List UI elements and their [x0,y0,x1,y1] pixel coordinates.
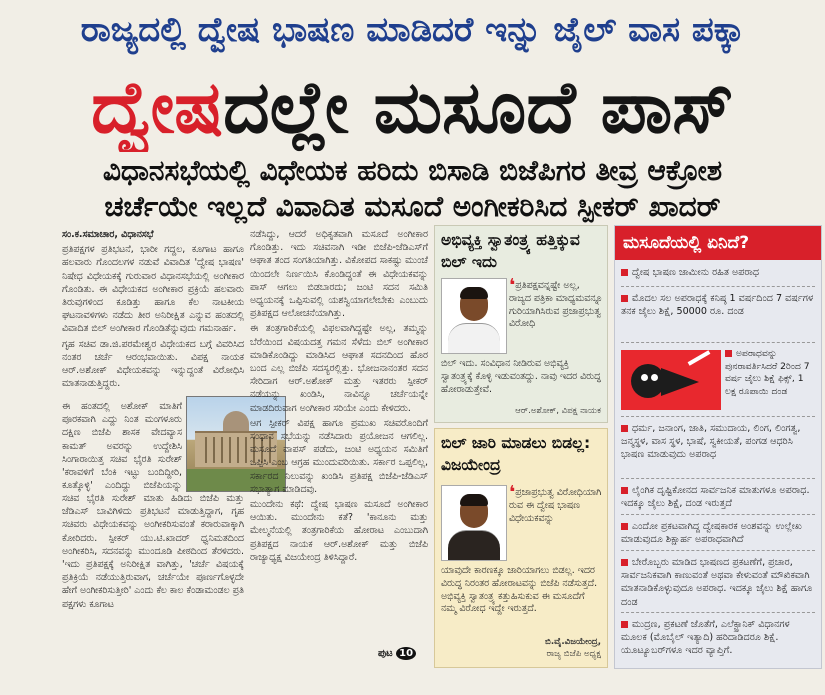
article-column-2 [250,228,428,644]
megaphone-cone-shape [661,368,699,396]
box-title: ಅಭಿವ್ಯಕ್ತಿ ಸ್ವಾತಂತ್ರ್ಯ ಹತ್ತಿಕ್ಕುವ ಬಿಲ್ ಇದು [441,231,580,271]
bullet-square-icon [621,425,628,432]
quote-text-side [509,482,603,525]
page-number-badge: 10 [396,647,416,660]
bullet-square-icon [621,621,628,628]
bill-details-sidebar [614,225,822,669]
bullet-square-icon [621,269,628,276]
sidebar-title: ಮಸೂದೆಯಲ್ಲಿ ಏನಿದೆ? [615,226,821,260]
sidebar-point [621,266,815,279]
bullet-square-icon [621,487,628,494]
article-column-1-top [62,228,244,396]
quote-side-text: ಪ್ರಜಾಪ್ರಭುತ್ವ ವಿರೋಧಿಯಾಗಿ ರುವ ಈ ದ್ವೇಷ ಭಾಷಣ ವಿಧೇಯಕವನ್ನು [509,487,602,524]
box-title: ಬಿಲ್ ಜಾರಿ ಮಾಡಲು ಬಿಡಲ್ಲ: ವಿಜಯೇಂದ್ರ [441,434,591,474]
divider [621,612,815,613]
bullet-square-icon [621,295,628,302]
portrait-vijayendra [441,485,507,561]
headline-red-part: ದ್ವೇಷ [91,65,224,149]
photo-dome-shape [223,411,249,433]
quote-text-side [509,275,603,331]
sidebar-point [725,348,817,398]
portrait-hair [460,494,488,506]
sidebar-point-text: ಬೇರೊಬ್ಬರು ಮಾಡಿದ ಭಾಷಣದ ಪ್ರಕಟಣೆಗೆ, ಪ್ರಚಾರ, ಸಾರ್ವಜನಿಕವಾಗಿ ಕಾಣುವಂತೆ ಅಥವಾ ಕೇಳುವಂತೆ ಮೌಖಿಕವಾಗಿ ಮಾತನಾಡಿಕೊಳ್ಳುವುದೂ ಅಪರಾಧ. ಇದಕ್ಕೂ ಜೈಲು ಶಿಕ್ಷೆ ಹಾಗೂ ದಂಡ [621,557,813,608]
article-paragraph: ಈ ತಂತ್ರಗಾರಿಕೆಯಲ್ಲಿ ವಿಫಲವಾಗಿದ್ದಷ್ಟೇ ಅಲ್ಲ, ತಮ್ಮನ್ನು ಬೆರೆಯಿಂದ ವಿಷಯದತ್ತ ಗಮನ ಸೆಳೆದು ಬಿಲ್ ಅಂಗೀಕಾರ ಮಾಡಿಕೊಂಡಿದ್ದು ಮಾಡಿಸಿದ ಆಘಾತ ಸದನದಿಂದ ಹೊರ ಬಂದ ಎಲ್ಲ ಬಿಜೆಪಿ ಸದಸ್ಯರಲ್ಲಿತ್ತು. ಭೋಜನಾನಂತರ ಸದನ ಸೇರಿದಾಗ ಆರ್.ಅಶೋಕ್ ಮತ್ತು ಇತರರು ಸ್ಪೀಕರ್ ನಡೆಯನ್ನು ಖಂಡಿಸಿ, ನಾವಿನ್ನೂ ಚರ್ಚೆಯನ್ನೇ ಮಾಡದಿರುವಾಗ ಅಂಗೀಕಾರ ಸರಿಯೇ ಎಂದು ಕೇಳಿದರು. [250,323,428,414]
megaphone-eye-shape [641,374,648,381]
article-paragraph: ಈ ಹಂತದಲ್ಲಿ ಅಶೋಕ್ ಮಾತಿಗೆ ಪೂರಕವಾಗಿ ಎದ್ದು ನಿಂತ ಮಂಗಳೂರು ದಕ್ಷಿಣ ಬಿಜೆಪಿ ಶಾಸಕ ವೇದವ್ಯಾಸ ಕಾಮತ್ ಅವರನ್ನು ಉದ್ದೇಶಿಸಿ ಸಿಂಗಾರಾಯಿತ್ತ ಸಚಿವ ಭೈರತಿ ಸುರೇಶ್ 'ಕರಾವಳಿಗೆ ಬೆಂಕಿ ಇಟ್ಟು ಬಂದಿದ್ದೀರಿ, ಕೂತ್ಕೊಳ್ಳಿ' ಎಂದಿದ್ದು ಬಿಜೆಪಿಯನ್ನು [62,401,182,492]
divider [621,514,815,515]
article-column-1-wrap [62,400,182,492]
sidebar-point [621,292,815,318]
sidebar-point-text: ಅಪರಾಧವನ್ನು ಪುನರಾವರ್ತಿಸಿದರೆ 2ರಿಂದ 7 ವರ್ಷ ಜೈಲು ಶಿಕ್ಷೆ ಫಿಕ್ಸ್, 1 ಲಕ್ಷ ರೂಪಾಯಿ ದಂಡ [725,348,810,397]
sidebar-point-text: ಮುದ್ರಣ, ಪ್ರಕಟಣೆ ಜೊತೆಗೆ, ಎಲೆಕ್ಟ್ರಾನಿಕ್ ವಿಧಾನಗಳ ಮೂಲಕ (ಮೊಬೈಲ್ ಇತ್ಯಾದಿ) ಹರಿದಾಡಿದರೂ ಶಿಕ್ಷೆ. ಯೂಟ್ಯೂಬರ್‌ಗಳೂ ಇದರ ವ್ಯಾಪ್ತಿಗೆ. [621,619,790,657]
quote-attribution-name: ಬಿ.ವೈ.ವಿಜಯೇಂದ್ರ, [545,637,601,647]
portrait-shirt [448,323,500,354]
megaphone-illustration [621,350,721,410]
sidebar-point [621,618,815,658]
quote-text-full: ಬಿಲ್ ಇದು. ಸಂವಿಧಾನ ನೀಡಿರುವ ಅಭಿವ್ಯಕ್ತಿ ಸ್ವಾತಂತ್ರ್ಯಕ್ಕೆ ಕೊಳ್ಳಿ ಇಡುವಂತದ್ದು. ನಾವು ಇದರ ವಿರುದ್ಧ ಹೋರಾಡುತ್ತೇವೆ. [441,358,601,395]
divider [621,342,815,343]
divider [621,478,815,479]
sidebar-point [621,520,815,546]
quote-attribution: ಆರ್.ಅಶೋಕ್, ವಿಪಕ್ಷ ನಾಯಕ [515,406,601,416]
byline: ಸಂ.ಕ.ಸಮಾಚಾರ, ವಿಧಾನಸಭೆ [62,229,154,240]
sidebar-point [621,422,815,462]
quote-side-text: ಪ್ರತಿಪಕ್ಷವನ್ನಷ್ಟೇ ಅಲ್ಲ, ರಾಜ್ಯದ ಪತ್ರಿಕಾ ಮಾಧ್ಯಮವನ್ನೂ ಗುರಿಯಾಗಿಸಿರುವ ಪ್ರಜಾಪ್ರಭುತ್ವ ವಿರೋಧಿ [509,280,603,330]
subheadline-1: ವಿಧಾನಸಭೆಯಲ್ಲಿ ವಿಧೇಯಕ ಹರಿದು ಬಿಸಾಡಿ ಬಿಜೆಪಿಗರ ತೀವ್ರ ಆಕ್ರೋಶ [102,154,723,187]
megaphone-shout-lines [688,350,711,365]
bullet-square-icon [725,350,732,357]
article-column-1-bottom [62,492,244,664]
article-paragraph: ಸಚಿವ ಭೈರತಿ ಸುರೇಶ್ ಮಾತು ಹಿಡಿದು ಬಿಜೆಪಿ ಮತ್ತು ಜೆಡಿಎಸ್ ಬಾವಿಗಿಳಿದು ಪ್ರತಿಭಟನೆ ಮಾಡುತ್ತಿದ್ದಾಗ, ಗೃಹ ಸಚಿವರು ವಿಧೇಯಕವನ್ನು ಅಂಗೀಕರಿಸುವಂತೆ ಕರಾರುವಾಕ್ಕಾಗಿ ಕೋರಿದರು. ಸ್ಪೀಕರ್ ಯು.ಟಿ.ಖಾದರ್ ಧ್ವನಿಮತದಿಂದ ಅಂಗೀಕರಿಸಿ, ಸದನವನ್ನು ಮುಂದೂಡಿ ಪೀಠದಿಂದ ತೆರಳಿದರು. 'ಇದು ಪ್ರತಿಪಕ್ಷಕ್ಕೆ ಅನಿರೀಕ್ಷಿತ ವಾಗಿತ್ತು, 'ಚರ್ಚೆ ವಿಷಯಕ್ಕೆ ಪ್ರತಿಕ್ರಿಯೆ ನಡೆಯುತ್ತಿರುವಾಗ, ಚರ್ಚೆಯೇ ಪೂರ್ಣಗೊಳ್ಳದೇ ಹೇಗೆ ಅಂಗೀಕರಿಸುತ್ತೀರಿ' ಎಂದು ಕೆಲ ಕಾಲ ಕೆಂಡಾಮಂಡಲ ಪ್ರತಿ ಪಕ್ಷಗಳು ಕೂಗಾಟ [62,493,244,610]
sidebar-point [621,484,815,510]
quote-mark-icon: ❛ [509,482,516,503]
quote-box-vijayendra [434,428,608,668]
quote-box-ashok [434,225,608,423]
sidebar-point-text: ದ್ವೇಷ ಭಾಷಣ ಜಾಮೀನು ರಹಿತ ಅಪರಾಧ [632,267,760,278]
subheadline-2: ಚರ್ಚೆಯೇ ಇಲ್ಲದೆ ವಿವಾದಿತ ಮಸೂದೆ ಅಂಗೀಕರಿಸಿದ ಸ್ಪೀಕರ್ ಖಾದರ್ [104,190,721,223]
quote-text-full: ಯಾವುದೇ ಕಾರಣಕ್ಕೂ ಜಾರಿಯಾಗಲು ಬಿಡಲ್ಲ. ಇದರ ವಿರುದ್ಧ ನಿರಂತರ ಹೋರಾಟವನ್ನು ಬಿಜೆಪಿ ನಡೆಸುತ್ತದೆ. ಅಭಿವ್ಯಕ್ತಿ ಸ್ವಾತಂತ್ರ್ಯ ಕತ್ತುಹಿಸುಕುವ ಈ ಮಸೂದೆಗೆ ನಮ್ಮ ವಿರೋಧ ಇದ್ದೇ ಇರುತ್ತದೆ. [441,565,598,615]
megaphone-eye-shape [651,374,658,381]
kicker-headline: ರಾಜ್ಯದಲ್ಲಿ ದ್ವೇಷ ಭಾಷಣ ಮಾಡಿದರೆ ಇನ್ನು ಜೈಲ್ ವಾಸ ಪಕ್ಕಾ [80,10,745,50]
bullet-square-icon [621,559,628,566]
article-paragraph: ಆಗ ಸ್ಪೀಕರ್ ವಿಪಕ್ಷ ಹಾಗೂ ಪ್ರಮುಖ ಸಚಿವರೊಂದಿಗೆ ಸಂಧಾನ ಸಭೆಯನ್ನು ನಡೆಸಿದಾರು ಪ್ರಯೋಜನ ಆಗಲಿಲ್ಲ. ಮಸೂದೆ ವಾಪಸ್ ಪಡೆದು, ಜಂಟಿ ಅಧ್ಯಯನ ಸಮಿತಿಗೆ ಒಪ್ಪಿಸಿ ಎಂಬ ಆಗ್ರಹ ಮುಂದುವರಿಯಿತು. ಸರ್ಕಾರ ಒಪ್ಪಲಿಲ್ಲ, ಸರ್ಕಾರದ ನಿಲುವನ್ನು ಖಂಡಿಸಿ ಪ್ರತಿಪಕ್ಷ ಬಿಜೆಪಿ-ಜೆಡಿಎಸ್ ಸಭಾತ್ಯಾಗ ಮಾಡಿದವು. [250,417,428,495]
megaphone-face-shape [631,364,665,398]
article-paragraph: ಪ್ರತಿಪಕ್ಷಗಳ ಪ್ರತಿಭಟನೆ, ಭಾರೀ ಗದ್ದಲ, ಕೂಗಾಟ ಹಾಗೂ ಹಲವಾರು ಗೊಂದಲಗಳ ನಡುವೆ ವಿವಾದಿತ 'ದ್ವೇಷ ಭಾಷಣ' ನಿಷೇಧ ವಿಧೇಯಕಕ್ಕೆ ಗುರುವಾರ ವಿಧಾನಸಭೆಯಲ್ಲಿ ಅಂಗೀಕಾರ ಗೊಂಡಿತು. ಈ ವಿಧೇಯಕದ ಅಂಗೀಕಾರ ಪ್ರಕ್ರಿಯೆ ಹಲವಾರು ತಿರುವುಗಳಿಂದ ಕೂಡಿತ್ತು ಹಾಗೂ ಕೆಲ ನಾಟಕೀಯ ಘಟನಾವಳಿಗಳು ನಡೆದು ತೀರ ಅನಿರೀಕ್ಷಿತ ಎನ್ನುವ ಹಂತದಲ್ಲಿ ವಿವಾದಿತ ಬಿಲ್ ಅಂಗೀಕಾರ ಗೊಂಡಿತೆನ್ನುವುದು ಗಮನಾರ್ಹ. [62,244,244,335]
sidebar-point [621,556,815,609]
portrait-hair [460,287,488,299]
portrait-ashok [441,278,507,354]
article-paragraph: ಮುಂದೇನು ಕಥೆ: ದ್ವೇಷ ಭಾಷಣ ಮಸೂದೆ ಅಂಗೀಕಾರ ಆಯಿತು. ಮುಂದೇನು ಕತೆ? 'ಕಾನೂನು ಮತ್ತು ಮೇಲ್ಮನೆಯಲ್ಲಿ ತಂತ್ರಗಾರಿಕೆಯ ಹೋರಾಟ ಎಂಬುದಾಗಿ ಪ್ರತಿಪಕ್ಷದ ನಾಯಕ ಆರ್.ಅಶೋಕ್ ಮತ್ತು ಬಿಜೆಪಿ ರಾಜ್ಯಾಧ್ಯಕ್ಷ ವಿಜಯೇಂದ್ರ ತಿಳಿಸಿದ್ದಾರೆ. [250,499,428,563]
page-label: ಪುಟ [378,648,393,659]
divider [621,416,815,417]
divider [621,550,815,551]
portrait-shirt [448,530,500,561]
quote-attribution-role: ರಾಜ್ಯ ಬಿಜೆಪಿ ಅಧ್ಯಕ್ಷ [546,649,601,659]
sidebar-point-text: ಲೈಂಗಿಕ ದೃಷ್ಟಿಕೋನದ ಸಾರ್ವಜನಿಕ ಮಾತುಗಳೂ ಅಪರಾಧ. ಇದಕ್ಕೂ ಜೈಲು ಶಿಕ್ಷೆ, ದಂಡ ಇರುತ್ತದೆ [621,485,810,510]
divider [621,286,815,287]
quote-mark-icon: ❛ [509,275,516,296]
sidebar-point-text: ಧರ್ಮ, ಜನಾಂಗ, ಜಾತಿ, ಸಮುದಾಯ, ಲಿಂಗ, ಲಿಂಗತ್ವ, ಜನ್ಮಸ್ಥಳ, ವಾಸ ಸ್ಥಳ, ಭಾಷೆ, ಸ್ವಕೀಯತೆ, ಪಂಗಡ ಆಧರಿಸಿ ಭಾಷಣ ಮಾಡುವುದು ಅಪರಾಧ [621,423,801,461]
main-headline [0,62,825,152]
sidebar-point-text: ಮೊದಲ ಸಲ ಅಪರಾಧಕ್ಕೆ ಕನಿಷ್ಠ 1 ವರ್ಷದಿಂದ 7 ವರ್ಷಗಳ ತನಕ ಜೈಲು ಶಿಕ್ಷೆ, 50000 ರೂ. ದಂಡ [621,293,814,318]
headline-black-part: ದಲ್ಲೇ ಮಸೂದೆ ಪಾಸ್ [223,65,734,149]
bullet-square-icon [621,523,628,530]
sidebar-point-text: ಎಂದೋ ಪ್ರಕಟವಾಗಿದ್ದ ದ್ವೇಷಕಾರಕ ಅಂಶವನ್ನು ಉಲ್ಲೇಖ ಮಾಡುವುದೂ ಶಿಕ್ಷಾರ್ಹ ಅಪರಾಧವಾಗಿದೆ [621,521,802,546]
article-paragraph: ನಡೆಸಿದ್ದು, ಆದರೆ ಅಧಿಕೃತವಾಗಿ ಮಸೂದೆ ಅಂಗೀಕಾರ ಗೊಂಡಿತ್ತು. ಇದು ಸಚಿವನಾಗಿ ಇಡೀ ಬಿಜೆಪಿ-ಜೆಡಿಎಸ್‌ಗೆ ಆಘಾತ ತಂದ ಸಂಗತಿಯಾಗಿತ್ತು. ವಿಕೋಪದ ಸಾಕಷ್ಟು ಮುಂಚೆ ಯಿಂದಲೇ ನಿರ್ಣಯಿಸಿ ಕೊಂಡಿದ್ದಂತೆ ಈ ವಿಧೇಯಕವನ್ನು ಪಾಸ್ ಆಗಲು ಬಿಡಬಾರದು; ಜಂಟಿ ಸದನ ಸಮಿತಿ ಅಧ್ಯಯನಕ್ಕೆ ಒಪ್ಪಿಸುವಲ್ಲಿ ಯಶಸ್ವಿಯಾಗಲೇಬೇಕು ಎಂಬುದು ಪ್ರತಿಪಕ್ಷದ ಆಲೋಚನೆಯಾಗಿತ್ತು. [250,229,428,320]
article-paragraph: ಗೃಹ ಸಚಿವ ಡಾ.ಜಿ.ಪರಮೇಶ್ವರ ವಿಧೇಯಕದ ಬಗ್ಗೆ ವಿವರಿಸಿದ ನಂತರ ಚರ್ಚೆ ಆರಂಭವಾಯಿತು. ವಿಪಕ್ಷ ನಾಯಕ ಆರ್.ಅಶೋಕ್ ವಿಧೇಯಕವನ್ನು ಇನ್ನುದ್ದಂತೆ ವಿರೋಧಿಸಿ ಮಾತನಾಡುತ್ತಿದ್ದರು. [62,338,244,390]
page-number [378,648,416,659]
